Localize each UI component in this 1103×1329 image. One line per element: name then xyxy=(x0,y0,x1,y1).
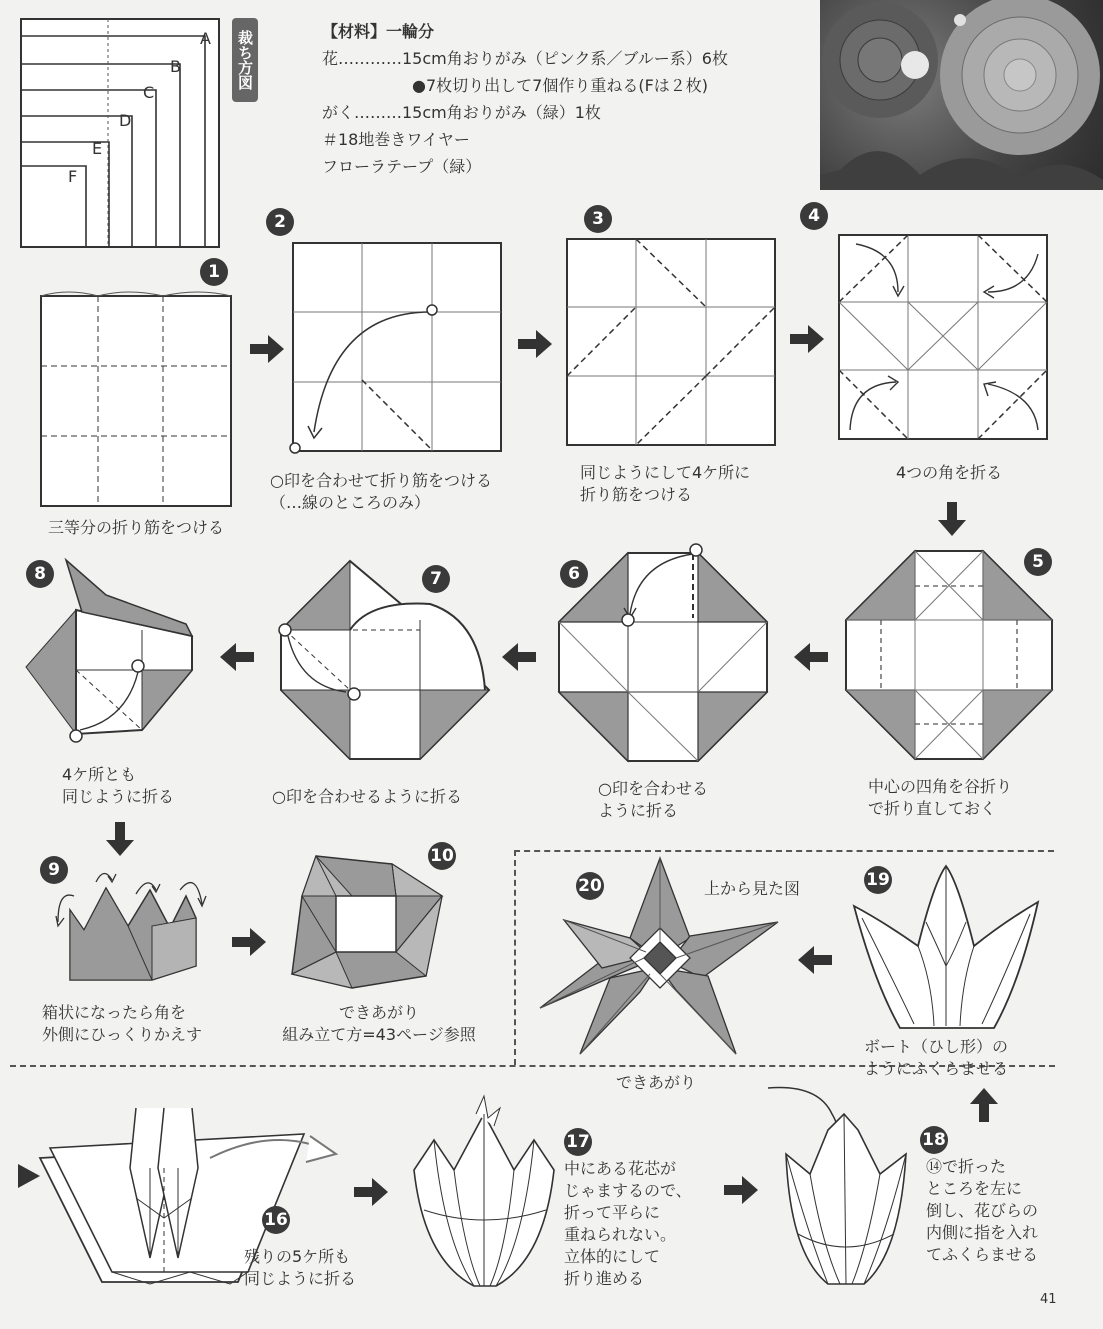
cut-label-a: A xyxy=(200,29,211,48)
step-19-caption: ボート（ひし形）の ようにふくらませる xyxy=(864,1037,1009,1078)
cut-label-b: B xyxy=(170,57,181,76)
arrow-right-icon xyxy=(250,335,284,363)
materials-flower: 花…………15cm角おりがみ（ピンク系／ブルー系）6枚 xyxy=(322,49,728,68)
step-7-caption: ○印を合わせるように折る xyxy=(272,787,462,806)
step-20-top-label: 上から見た図 xyxy=(704,879,801,898)
cutting-diagram xyxy=(20,18,225,253)
step-16-number: 16 xyxy=(262,1206,290,1234)
step-2-number: 2 xyxy=(266,208,294,236)
arrow-down-icon xyxy=(106,822,134,856)
rose-photo-drawing xyxy=(820,0,1103,190)
step-3-caption: 同じようにして4ケ所に 折り筋をつける xyxy=(580,463,751,504)
step-2-caption: ○印を合わせて折り筋をつける （…線のところのみ） xyxy=(270,471,492,512)
arrow-right-icon xyxy=(18,1164,40,1188)
step-16-caption: 残りの5ケ所も 同じように折る xyxy=(244,1247,357,1288)
step-10-diagram xyxy=(292,856,450,988)
arrow-down-icon xyxy=(938,502,966,536)
step-20-number: 20 xyxy=(576,872,604,900)
step-17-caption: 中にある花芯が じゃまするので、 折って平らに 重ねられない。 立体的にして 折り進める xyxy=(564,1159,692,1288)
step-18-number: 18 xyxy=(920,1126,948,1154)
step-8-number: 8 xyxy=(26,560,54,588)
materials-block xyxy=(322,18,812,180)
page-number: 41 xyxy=(1040,1292,1057,1307)
materials-tape: フローラテープ（緑） xyxy=(322,157,482,176)
section-divider xyxy=(514,850,516,1065)
arrow-left-icon xyxy=(502,643,536,671)
arrow-right-icon xyxy=(354,1178,388,1206)
step-19-diagram xyxy=(854,862,1040,1030)
step-18-diagram xyxy=(768,1084,918,1288)
step-5-caption: 中心の四角を谷折り で折り直しておく xyxy=(868,777,1013,818)
arrow-up-icon xyxy=(970,1088,998,1122)
rose-photo xyxy=(820,0,1103,190)
step-3-diagram xyxy=(566,238,778,448)
cut-label-c: C xyxy=(143,83,155,102)
step-5-number: 5 xyxy=(1024,548,1052,576)
cutting-diagram-tab: 裁ち方図 xyxy=(232,18,258,102)
step-4-number: 4 xyxy=(800,202,828,230)
arrow-right-icon xyxy=(232,928,266,956)
materials-flower-note: ●7枚切り出して7個作り重ねる(Fは２枚) xyxy=(412,76,709,95)
step-10-caption: できあがり 組み立て方=43ページ参照 xyxy=(282,1003,476,1044)
step-4-diagram xyxy=(838,234,1050,442)
arrow-right-icon xyxy=(518,330,552,358)
arrow-left-icon xyxy=(794,643,828,671)
step-20-diagram xyxy=(540,858,780,1058)
cut-label-d: D xyxy=(119,111,132,130)
section-divider xyxy=(514,850,1054,852)
step-9-caption: 箱状になったら角を 外側にひっくりかえす xyxy=(42,1003,203,1044)
step-6-diagram xyxy=(558,552,770,762)
materials-heading: 【材料】一輪分 xyxy=(322,22,435,41)
step-18-caption: ⑭で折った ところを左に 倒し、花びらの 内側に指を入れ てふくらませる xyxy=(926,1157,1039,1264)
materials-wire: ＃18地巻きワイヤー xyxy=(322,130,470,149)
arrow-right-icon xyxy=(790,325,824,353)
step-6-caption: ○印を合わせる ように折る xyxy=(598,779,708,820)
step-20-caption: できあがり xyxy=(616,1073,697,1092)
step-8-diagram xyxy=(26,560,198,740)
step-1-diagram xyxy=(38,292,234,508)
step-8-caption: 4ケ所とも 同じように折る xyxy=(62,765,175,806)
step-7-diagram xyxy=(280,560,492,770)
step-9-number: 9 xyxy=(40,856,68,884)
step-2-diagram xyxy=(292,242,504,454)
step-6-number: 6 xyxy=(560,560,588,588)
step-9-diagram xyxy=(56,870,206,990)
arrow-right-icon xyxy=(724,1176,758,1204)
step-10-number: 10 xyxy=(428,842,456,870)
step-7-number: 7 xyxy=(422,565,450,593)
arrow-left-icon xyxy=(220,643,254,671)
cut-label-f: F xyxy=(68,167,78,186)
cut-label-e: E xyxy=(92,139,103,158)
arrow-left-icon xyxy=(798,946,832,974)
step-1-number: 1 xyxy=(200,258,228,286)
step-4-caption: 4つの角を折る xyxy=(896,463,1003,482)
step-19-number: 19 xyxy=(864,866,892,894)
step-1-caption: 三等分の折り筋をつける xyxy=(48,518,225,537)
step-17-diagram xyxy=(414,1100,556,1290)
step-5-diagram xyxy=(845,550,1053,760)
materials-calyx: がく………15cm角おりがみ（緑）1枚 xyxy=(322,103,601,122)
step-17-number: 17 xyxy=(564,1128,592,1156)
step-3-number: 3 xyxy=(584,205,612,233)
